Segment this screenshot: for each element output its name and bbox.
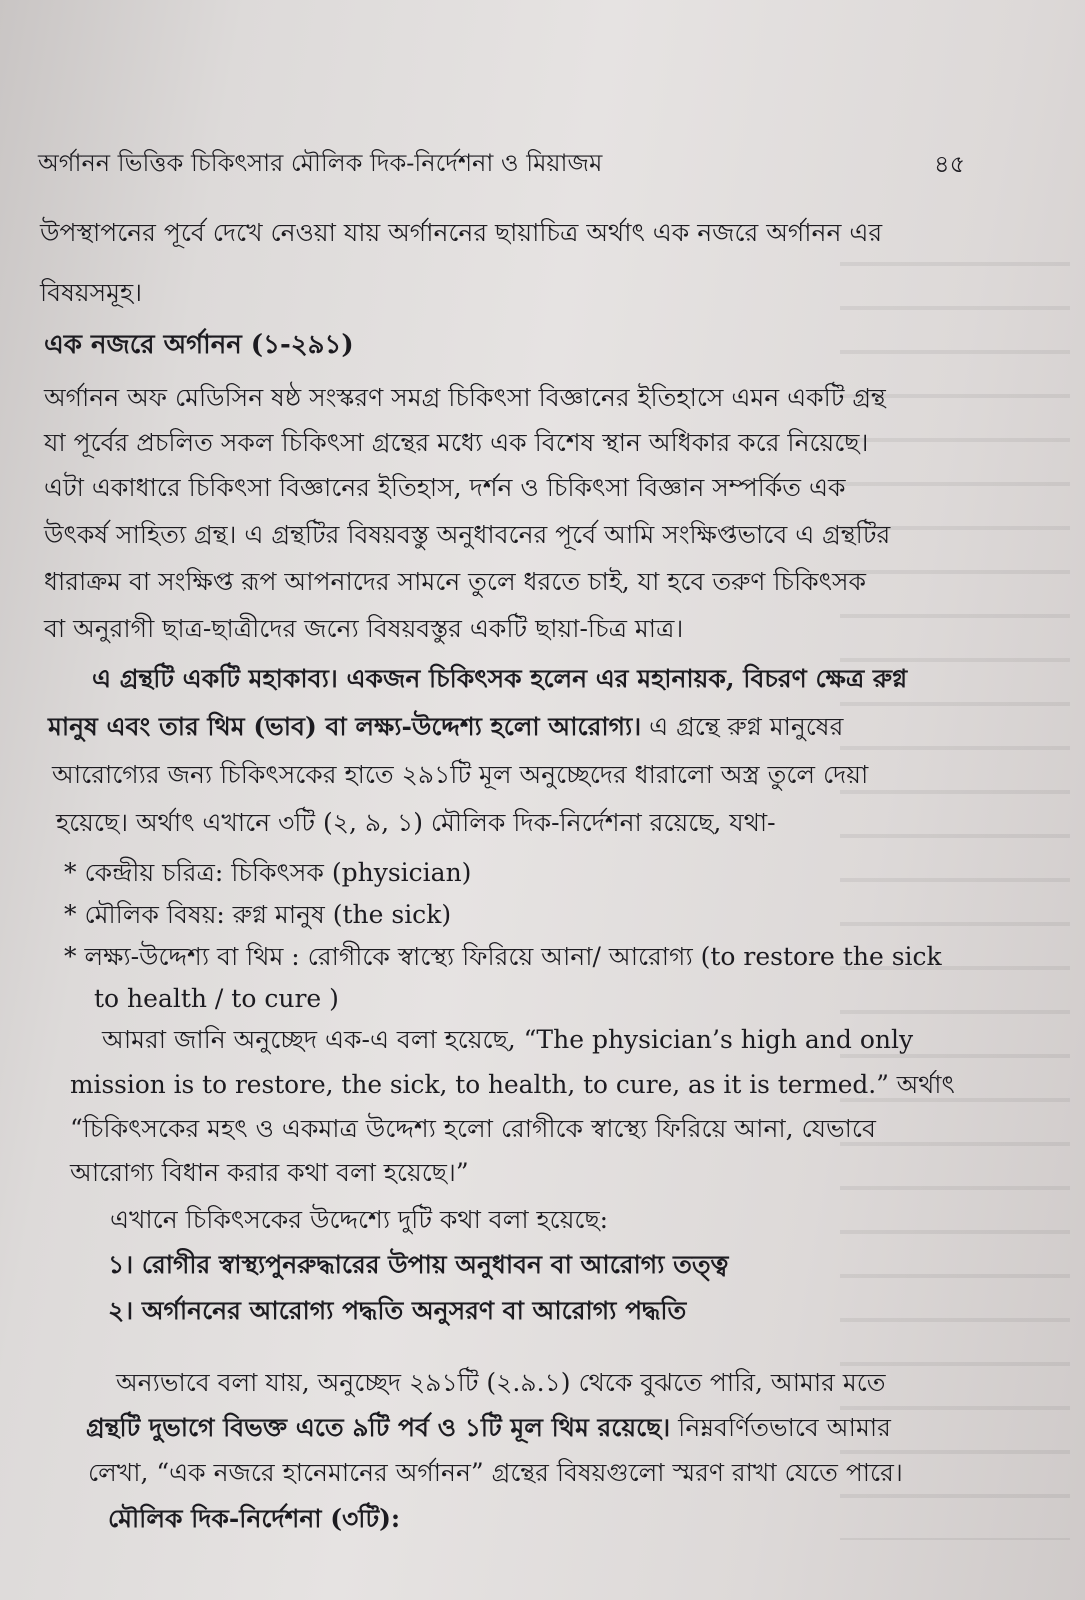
para1-line: এটা একাধারে চিকিৎসা বিজ্ঞানের ইতিহাস, দর্শন ও চিকিৎসা বিজ্ঞান সম্পর্কিত এক [44, 473, 846, 502]
para5-line-2-rest: নিম্নবর্ণিতভাবে আমার [670, 1413, 891, 1442]
para2-bold-line-1: এ গ্রন্থটি একটি মহাকাব্য। একজন চিকিৎসক হলেন এর মহানায়ক, বিচরণ ক্ষেত্র রুগ্ন [92, 664, 908, 693]
final-heading: মৌলিক দিক-নির্দেশনা (৩টি): [108, 1504, 401, 1533]
para4: এখানে চিকিৎসকের উদ্দেশ্যে দুটি কথা বলা হয়েছে: [110, 1205, 609, 1234]
intro-line-2: বিষয়সমূহ। [40, 278, 143, 307]
numbered-item: ২। অর্গাননের আরোগ্য পদ্ধতি অনুসরণ বা আরোগ্য পদ্ধতি [108, 1296, 687, 1325]
para1-line: অর্গানন অফ মেডিসিন ষষ্ঠ সংস্করণ সমগ্র চিকিৎসা বিজ্ঞানের ইতিহাসে এমন একটি গ্রন্থ [44, 383, 886, 412]
para3-line: আরোগ্য বিধান করার কথা বলা হয়েছে।” [70, 1158, 469, 1187]
section-heading: এক নজরে অর্গানন (১-২৯১) [44, 330, 354, 360]
para2-line-4: হয়েছে। অর্থাৎ এখানে ৩টি (২, ৯, ১) মৌলিক দিক-নির্দেশনা রয়েছে, যথা- [56, 808, 776, 837]
para2-line-2 [48, 712, 843, 742]
para3-line: আমরা জানি অনুচ্ছেদ এক-এ বলা হয়েছে, “The physician’s high and only [102, 1025, 914, 1054]
para2-bold-line-2: মানুষ এবং তার থিম (ভাব) বা লক্ষ্য-উদ্দেশ্য হলো আরোগ্য। [48, 712, 642, 741]
running-header: অর্গানন ভিত্তিক চিকিৎসার মৌলিক দিক-নির্দেশনা ও মিয়াজম [38, 149, 603, 177]
bullet-item: * লক্ষ্য-উদ্দেশ্য বা থিম : রোগীকে স্বাস্থ্যে ফিরিয়ে আনা/ আরোগ্য (to restore the sick [64, 942, 942, 971]
bullet-item: * কেন্দ্রীয় চরিত্র: চিকিৎসক (physician) [64, 858, 472, 887]
para1-line: যা পূর্বের প্রচলিত সকল চিকিৎসা গ্রন্থের মধ্যে এক বিশেষ স্থান অধিকার করে নিয়েছে। [44, 428, 869, 457]
bullet-item: * মৌলিক বিষয়: রুগ্ন মানুষ (the sick) [64, 900, 452, 929]
para1-line: উৎকর্ষ সাহিত্য গ্রন্থ। এ গ্রন্থটির বিষয়বস্তু অনুধাবনের পূর্বে আমি সংক্ষিপ্তভাবে এ গ্রন্থটির [44, 520, 891, 549]
para1-line: বা অনুরাগী ছাত্র-ছাত্রীদের জন্যে বিষয়বস্তুর একটি ছায়া-চিত্র মাত্র। [44, 614, 684, 643]
para2-line-2-rest: এ গ্রন্থে রুগ্ন মানুষের [641, 712, 844, 741]
bleed-through-text [840, 240, 1070, 1540]
para5-line-2 [86, 1413, 891, 1443]
para2-line-3: আরোগ্যের জন্য চিকিৎসকের হাতে ২৯১টি মূল অনুচ্ছেদের ধারালো অস্ত্র তুলে দেয়া [52, 760, 869, 789]
para3-line: “চিকিৎসকের মহৎ ও একমাত্র উদ্দেশ্য হলো রোগীকে স্বাস্থ্যে ফিরিয়ে আনা, যেভাবে [70, 1114, 876, 1143]
intro-line-1: উপস্থাপনের পূর্বে দেখে নেওয়া যায় অর্গাননের ছায়াচিত্র অর্থাৎ এক নজরে অর্গানন এর [40, 218, 883, 247]
para5-line-3: লেখা, “এক নজরে হানেমানের অর্গানন” গ্রন্থের বিষয়গুলো স্মরণ রাখা যেতে পারে। [88, 1458, 903, 1487]
bullet-continuation: to health / to cure ) [94, 984, 339, 1013]
para5-line-1: অন্যভাবে বলা যায়, অনুচ্ছেদ ২৯১টি (২.৯.১) থেকে বুঝতে পারি, আমার মতে [116, 1368, 886, 1397]
para1-line: ধারাক্রম বা সংক্ষিপ্ত রূপ আপনাদের সামনে তুলে ধরতে চাই, যা হবে তরুণ চিকিৎসক [44, 567, 866, 596]
para5-bold-part: গ্রন্থটি দুভাগে বিভক্ত এতে ৯টি পর্ব ও ১টি মূল থিম রয়েছে। [86, 1413, 671, 1442]
para3-line: mission is to restore, the sick, to health, to cure, as it is termed.” অর্থাৎ [70, 1070, 955, 1099]
numbered-item: ১। রোগীর স্বাস্থ্যপুনরুদ্ধারের উপায় অনুধাবন বা আরোগ্য তত্ত্ব [108, 1250, 729, 1279]
page-number: ৪৫ [934, 150, 966, 178]
